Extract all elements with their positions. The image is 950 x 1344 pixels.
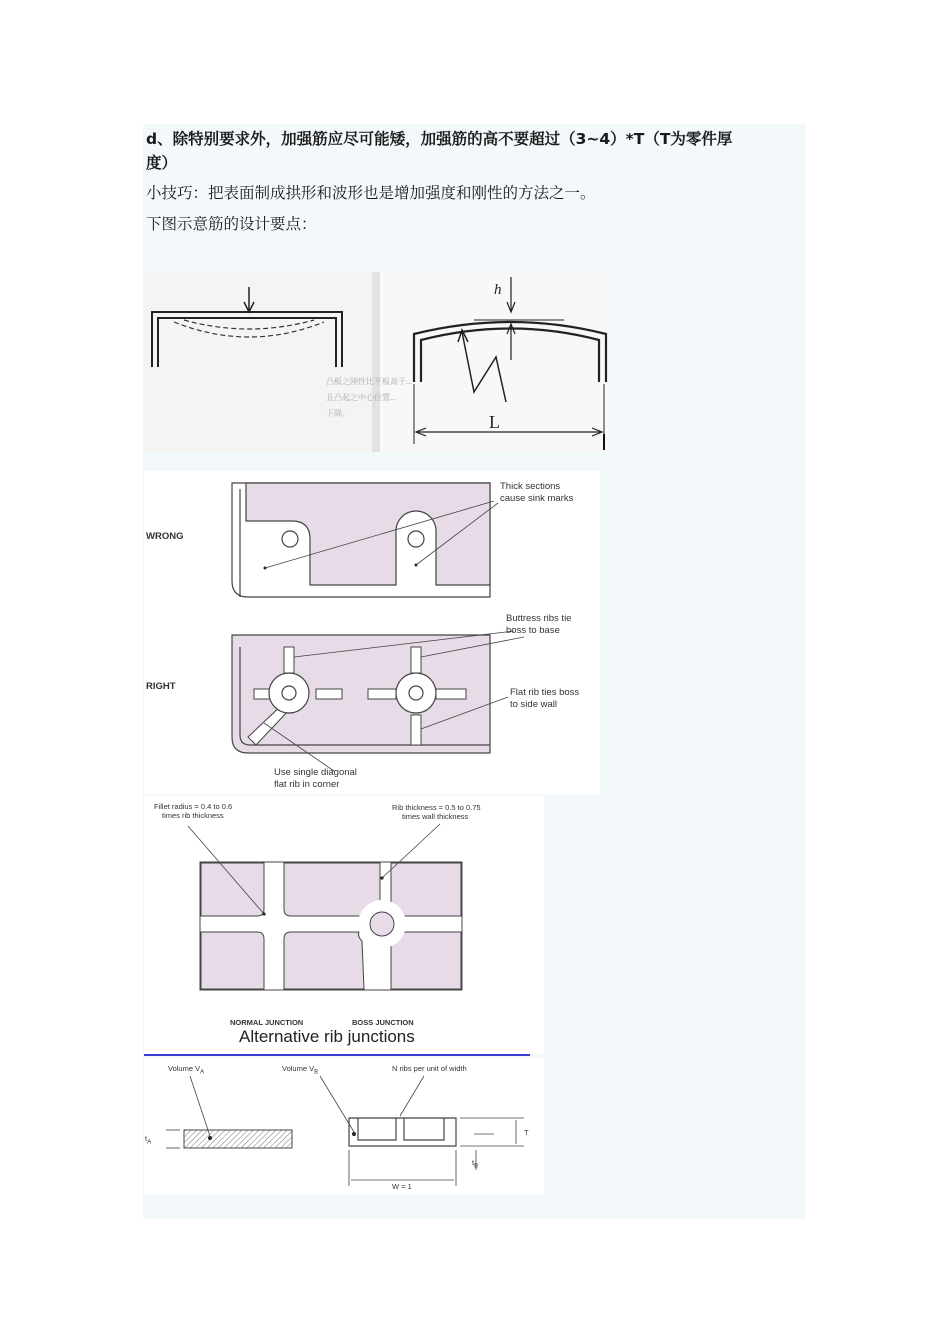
intro-text: 下图示意筋的设计要点：: [146, 215, 317, 233]
scan-text-1: 凸板之刚性比平板高于...: [326, 377, 412, 386]
figure-rib-junctions: [144, 796, 544, 1054]
label-L: L: [489, 412, 500, 432]
label-T: T: [524, 1128, 529, 1137]
junctions-title: Alternative rib junctions: [239, 1027, 415, 1046]
label-right: RIGHT: [146, 681, 176, 692]
scan-text-2: 且凸起之中心位置...: [326, 393, 396, 402]
label-n-ribs: N ribs per unit of width: [392, 1064, 467, 1073]
label-sink-marks: cause sink marks: [500, 493, 574, 504]
heading-line-2: 度）: [146, 154, 178, 172]
figure-volume-compare: [144, 1058, 544, 1194]
volume-compare-drawing: [144, 1058, 544, 1194]
label-single-diagonal: Use single diagonal: [274, 767, 357, 778]
label-rib-times: times wall thickness: [402, 812, 469, 821]
label-boss-junction: BOSS JUNCTION: [352, 1018, 414, 1027]
label-flat-rib: Flat rib ties boss: [510, 687, 580, 698]
rib-junctions-drawing: [144, 796, 544, 1054]
tip-text: 小技巧：把表面制成拱形和波形也是增加强度和刚性的方法之一。: [146, 184, 596, 202]
figure-arch-panel: [144, 272, 608, 452]
label-flat-rib-corner: flat rib in corner: [274, 779, 340, 790]
label-fillet-radius: Fillet radius = 0.4 to 0.6: [154, 802, 233, 811]
label-side-wall: to side wall: [510, 699, 557, 710]
blue-divider: [144, 1054, 530, 1056]
label-fillet-times: times rib thickness: [162, 811, 224, 820]
label-buttress-ribs: Buttress ribs tie: [506, 613, 572, 624]
label-thick-sections: Thick sections: [500, 481, 561, 492]
scan-text-3: 下降。: [326, 409, 350, 418]
label-normal-junction: NORMAL JUNCTION: [230, 1018, 304, 1027]
label-t-a: $t_A$: [145, 1134, 152, 1146]
heading-line-1: d、除特别要求外，加强筋应尽可能矮，加强筋的高不要超过（3~4）*T（T为零件厚: [146, 130, 733, 148]
label-boss-to-base: boss to base: [506, 625, 560, 636]
figure-boss-design: [144, 471, 600, 794]
label-h: h: [494, 282, 502, 298]
label-volume-a: Volume $V_A$: [168, 1064, 205, 1076]
label-wrong: WRONG: [146, 531, 184, 542]
arch-panel-drawing: [144, 272, 608, 452]
label-volume-b: Volume $V_B$: [282, 1064, 319, 1076]
label-width: W = 1: [392, 1182, 412, 1191]
label-t-b: $t_B$: [472, 1158, 479, 1170]
label-rib-thickness: Rib thickness = 0.5 to 0.75: [392, 803, 481, 812]
